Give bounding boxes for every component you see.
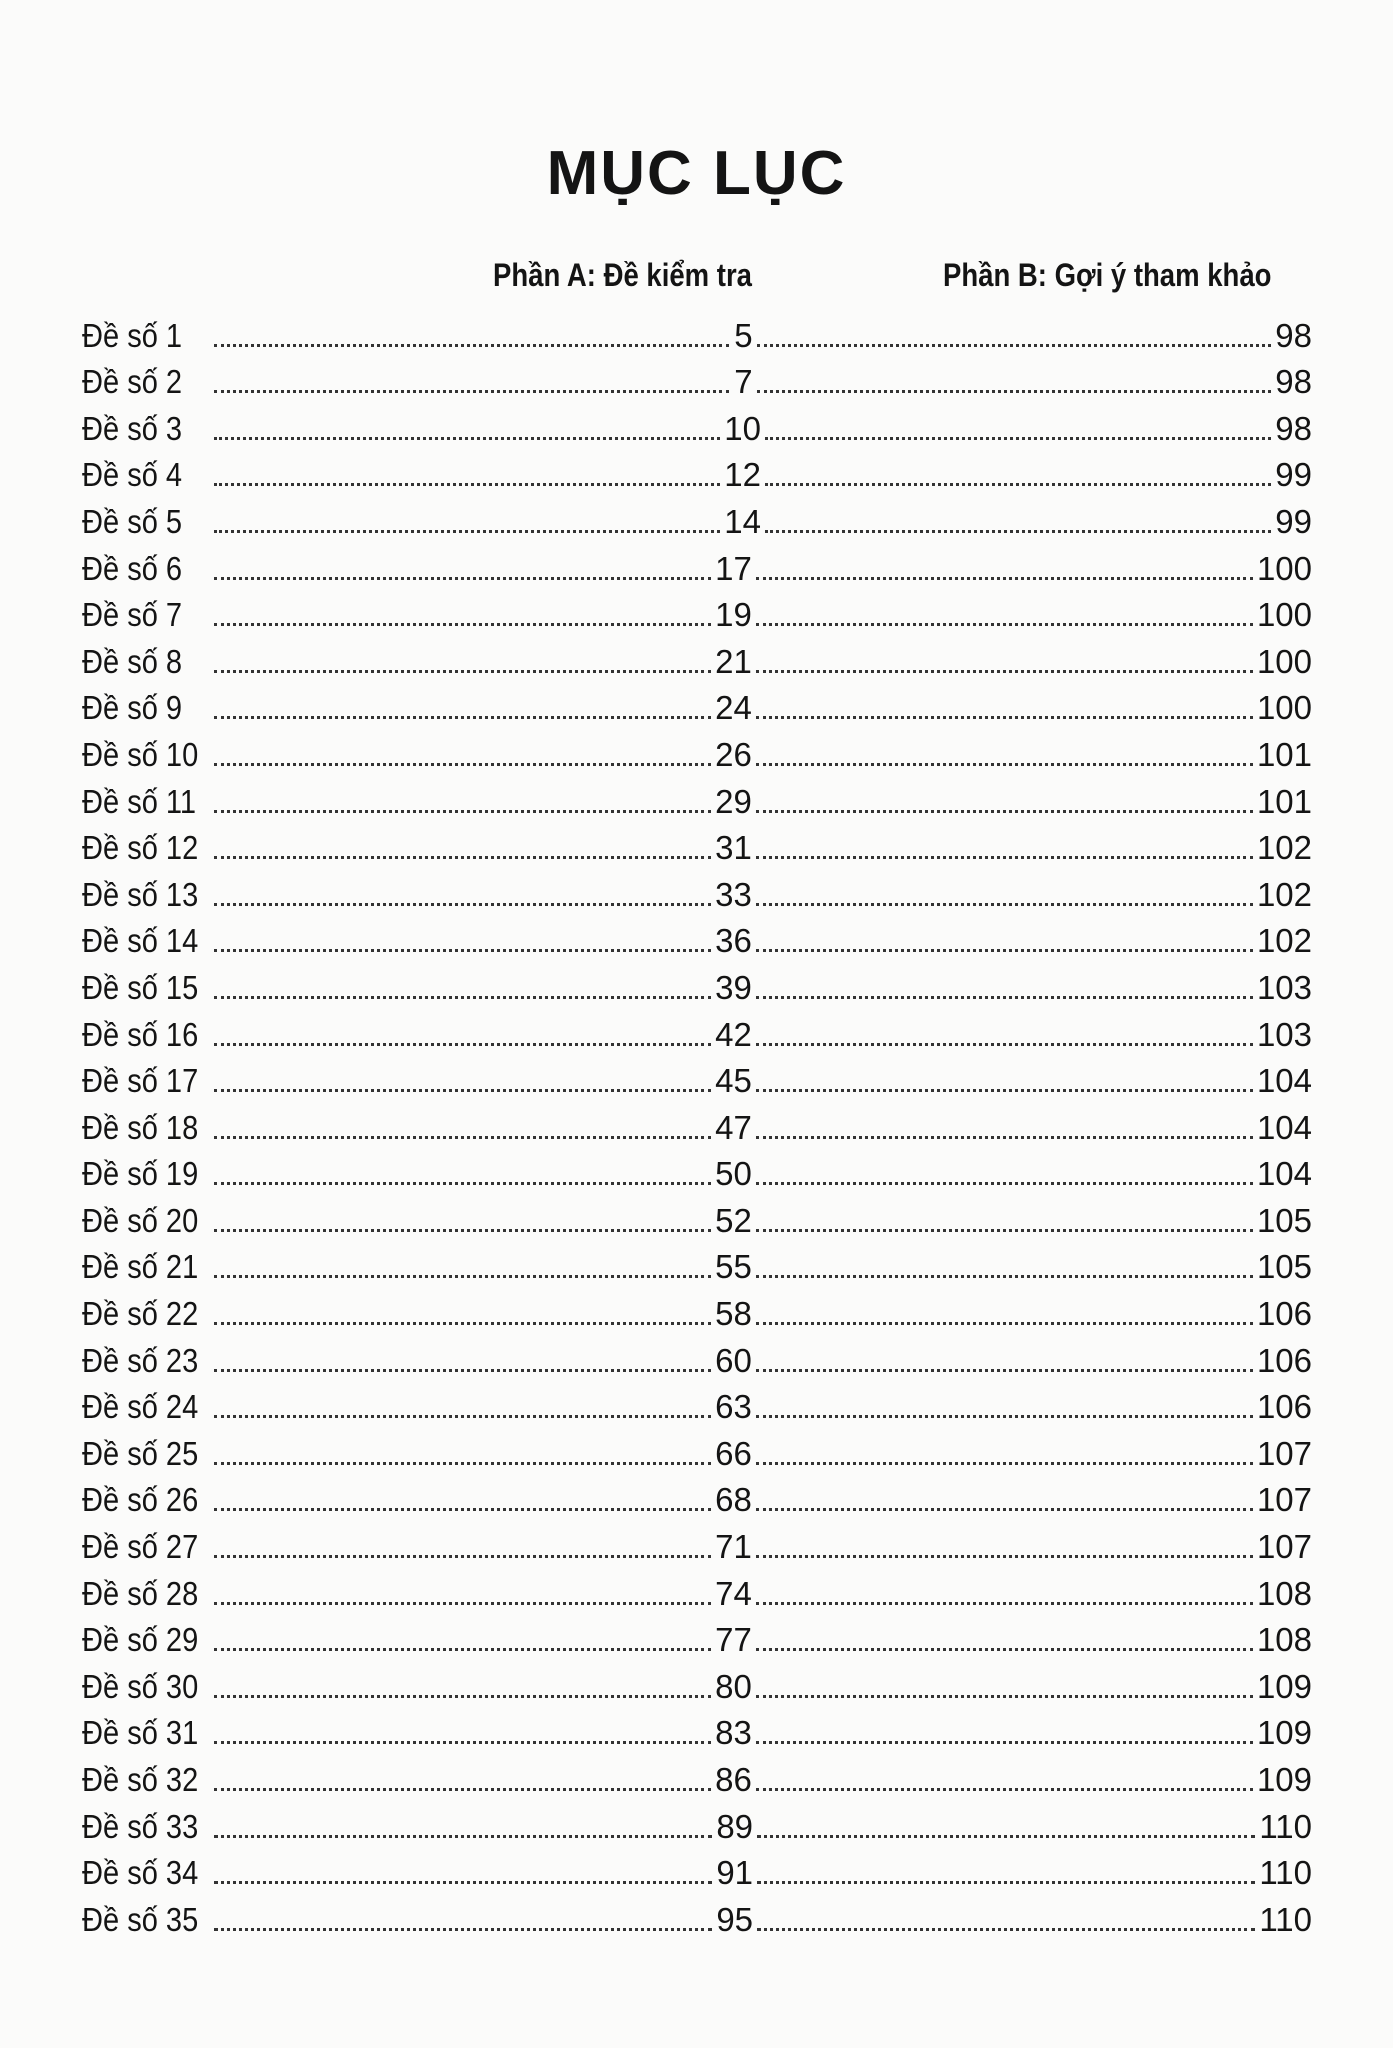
toc-entry: [82, 1843, 1312, 1890]
page-a-number: 74: [715, 1574, 752, 1612]
dot-leader: [756, 1321, 1253, 1325]
dot-leader: [214, 1368, 711, 1372]
entry-label: Đề số 15: [82, 968, 199, 1006]
page-b-number: 104: [1256, 1062, 1312, 1100]
dot-leader: [214, 1088, 711, 1092]
toc-entry: [82, 1423, 1312, 1470]
entry-label: Đề số 30: [82, 1667, 199, 1705]
page-b-number: 104: [1256, 1108, 1312, 1146]
page-a-number: 7: [734, 363, 753, 401]
toc-entry: [82, 1703, 1312, 1750]
dot-leader: [214, 855, 711, 859]
page-a-number: 68: [715, 1481, 752, 1519]
dot-leader: [214, 1787, 711, 1791]
dot-leader: [214, 1461, 711, 1465]
dot-leader: [214, 389, 729, 393]
dot-leader: [214, 576, 711, 580]
dot-leader: [756, 1694, 1253, 1698]
dot-leader: [214, 1554, 711, 1558]
page-b-number: 101: [1256, 735, 1312, 773]
page-a-number: 77: [715, 1621, 752, 1659]
page-b-number: 101: [1256, 782, 1312, 820]
toc-entry: [82, 771, 1312, 818]
page-b-number: 110: [1259, 1807, 1312, 1845]
entry-label: Đề số 12: [82, 829, 199, 867]
dot-leader: [756, 1787, 1253, 1791]
dot-leader: [214, 622, 711, 626]
dot-leader: [756, 715, 1253, 719]
entry-label: Đề số 26: [82, 1481, 199, 1519]
page-a-number: 86: [715, 1761, 752, 1798]
dot-leader: [756, 669, 1253, 673]
entry-label: Đề số 11: [82, 782, 197, 820]
page-b-number: 100: [1256, 642, 1312, 680]
toc-entry: [82, 1190, 1312, 1237]
page-a-number: 14: [724, 502, 761, 540]
table-of-contents: [82, 305, 1312, 1936]
entry-label: Đề số 28: [82, 1574, 199, 1612]
page-b-number: 105: [1256, 1248, 1312, 1286]
dot-leader: [214, 529, 720, 533]
page-title: MỤC LỤC: [546, 139, 847, 208]
page-a-number: 95: [716, 1900, 754, 1938]
page-b-number: 107: [1256, 1528, 1312, 1566]
entry-label: Đề số 19: [82, 1155, 199, 1193]
entry-label: Đề số 18: [82, 1108, 199, 1146]
dot-leader: [214, 1321, 711, 1325]
entry-label: Đề số 27: [82, 1528, 199, 1566]
toc-entry: [82, 1516, 1312, 1566]
dot-leader: [214, 436, 720, 440]
page-a-number: 60: [715, 1341, 752, 1379]
toc-entry: [82, 445, 1312, 492]
dot-leader: [756, 1135, 1253, 1139]
toc-entry: [82, 1144, 1312, 1191]
dot-leader: [756, 1088, 1253, 1092]
entry-label: Đề số 8: [82, 642, 183, 680]
page-a-number: 80: [715, 1667, 752, 1705]
page-a-number: 21: [715, 642, 752, 680]
page-a-number: 26: [715, 735, 752, 773]
dot-leader: [214, 482, 720, 486]
toc-entry: [82, 538, 1312, 585]
dot-leader: [757, 343, 1272, 347]
dot-leader: [756, 1461, 1253, 1465]
dot-leader: [756, 902, 1253, 906]
entry-label: Đề số 2: [82, 363, 183, 401]
toc-entry: [82, 1796, 1312, 1843]
dot-leader: [756, 622, 1253, 626]
page-b-number: 102: [1256, 875, 1312, 913]
toc-entry: [82, 957, 1312, 1004]
dot-leader: [756, 576, 1253, 580]
dot-leader: [756, 1601, 1253, 1605]
page-b-number: 104: [1256, 1155, 1312, 1193]
toc-entry: [82, 631, 1312, 678]
toc-entry: [82, 864, 1312, 911]
page-b-number: 98: [1275, 409, 1312, 447]
page-b-number: 100: [1256, 596, 1312, 634]
toc-entry: [82, 1237, 1312, 1284]
dot-leader: [214, 762, 711, 766]
entry-label: Đề số 5: [82, 502, 183, 540]
toc-entry: [82, 305, 1312, 352]
page-b-number: 107: [1256, 1481, 1312, 1519]
entry-label: Đề số 16: [82, 1015, 199, 1053]
entry-label: Đề số 31: [82, 1714, 199, 1752]
entry-label: Đề số 35: [82, 1900, 199, 1938]
dot-leader: [756, 1554, 1253, 1558]
dot-leader: [757, 1927, 1255, 1931]
page-b-number: 110: [1259, 1854, 1312, 1892]
page-a-number: 71: [715, 1528, 752, 1566]
column-a-header: Phần A: Đề kiểm tra: [493, 257, 752, 293]
toc-entry: [82, 398, 1312, 445]
dot-leader: [214, 1834, 712, 1838]
dot-leader: [765, 436, 1271, 440]
dot-leader: [756, 1740, 1253, 1744]
page-a-number: 33: [715, 875, 752, 913]
dot-leader: [765, 529, 1271, 533]
dot-leader: [756, 948, 1253, 952]
dot-leader: [214, 715, 711, 719]
page-a-number: 47: [715, 1108, 752, 1146]
page-b-number: 106: [1256, 1295, 1312, 1333]
page-b-number: 106: [1256, 1388, 1312, 1426]
toc-entry: [82, 678, 1312, 725]
entry-label: Đề số 4: [82, 456, 183, 494]
page-b-number: 109: [1256, 1667, 1312, 1705]
toc-entry: [82, 1051, 1312, 1098]
dot-leader: [756, 1414, 1253, 1418]
page-a-number: 12: [724, 456, 761, 494]
dot-leader: [214, 1740, 711, 1744]
dot-leader: [214, 1274, 711, 1278]
dot-leader: [214, 1414, 711, 1418]
toc-entry: [82, 724, 1312, 771]
entry-label: Đề số 17: [82, 1062, 199, 1100]
page-b-number: 109: [1256, 1761, 1312, 1798]
page-b-number: 103: [1256, 968, 1312, 1006]
toc-entry: [82, 585, 1312, 632]
dot-leader: [214, 1647, 711, 1651]
dot-leader: [214, 1601, 711, 1605]
dot-leader: [756, 809, 1253, 813]
page-b-number: 100: [1256, 549, 1312, 587]
entry-label: Đề số 14: [82, 922, 199, 960]
dot-leader: [214, 809, 711, 813]
dot-leader: [756, 1181, 1253, 1185]
dot-leader: [756, 1647, 1253, 1651]
page-a-number: 36: [715, 922, 752, 960]
page-b-number: 102: [1256, 922, 1312, 960]
dot-leader: [214, 1927, 712, 1931]
page-b-number: 107: [1256, 1434, 1312, 1472]
page-a-number: 17: [715, 549, 752, 587]
page-a-number: 63: [715, 1388, 752, 1426]
dot-leader: [757, 1834, 1255, 1838]
toc-entry: [82, 1889, 1312, 1936]
page-b-number: 98: [1275, 316, 1312, 354]
page-a-number: 55: [715, 1248, 752, 1286]
page-a-number: 89: [716, 1807, 754, 1845]
entry-label: Đề số 7: [82, 596, 183, 634]
dot-leader: [756, 1368, 1253, 1372]
page-b-number: 100: [1256, 689, 1312, 727]
entry-label: Đề số 32: [82, 1761, 199, 1798]
toc-entry: [82, 1377, 1312, 1424]
page-b-number: 99: [1275, 502, 1312, 540]
toc-entry: [82, 1656, 1312, 1703]
toc-entry: [82, 1097, 1312, 1144]
entry-label: Đề số 13: [82, 875, 199, 913]
page-b-number: 103: [1256, 1015, 1312, 1053]
toc-entry: [82, 352, 1312, 399]
dot-leader: [757, 1880, 1255, 1884]
page-b-number: 110: [1259, 1900, 1312, 1938]
page-b-number: 108: [1256, 1574, 1312, 1612]
toc-entry: [82, 1563, 1312, 1610]
dot-leader: [756, 1042, 1253, 1046]
dot-leader: [214, 1042, 711, 1046]
page-a-number: 31: [715, 829, 752, 867]
page-a-number: 10: [724, 409, 761, 447]
toc-entry: [82, 818, 1312, 865]
dot-leader: [214, 948, 711, 952]
page-a-number: 83: [715, 1714, 752, 1752]
dot-leader: [756, 1274, 1253, 1278]
dot-leader: [214, 1694, 711, 1698]
toc-entry: [82, 1004, 1312, 1051]
dot-leader: [214, 1181, 711, 1185]
page-a-number: 45: [715, 1062, 752, 1100]
toc-entry: [82, 1470, 1312, 1517]
page-a-number: 52: [715, 1201, 752, 1239]
entry-label: Đề số 1: [82, 316, 183, 354]
entry-label: Đề số 3: [82, 409, 183, 447]
dot-leader: [214, 1135, 711, 1139]
column-b-header: Phần B: Gợi ý tham khảo: [943, 257, 1272, 293]
entry-label: Đề số 6: [82, 549, 183, 587]
page-a-number: 24: [715, 689, 752, 727]
page-b-number: 106: [1256, 1341, 1312, 1379]
page-a-number: 39: [715, 968, 752, 1006]
page-b-number: 99: [1275, 456, 1312, 494]
toc-entry: [82, 1283, 1312, 1333]
page-a-number: 50: [715, 1155, 752, 1193]
toc-entry: [82, 1610, 1312, 1657]
dot-leader: [214, 343, 729, 347]
dot-leader: [756, 855, 1253, 859]
dot-leader: [756, 1228, 1253, 1232]
page-a-number: 5: [734, 316, 753, 354]
entry-label: Đề số 9: [82, 689, 183, 727]
dot-leader: [757, 389, 1272, 393]
page-b-number: 105: [1256, 1201, 1312, 1239]
toc-entry: [82, 1330, 1312, 1377]
entry-label: Đề số 21: [82, 1248, 199, 1286]
dot-leader: [214, 995, 711, 999]
dot-leader: [756, 995, 1253, 999]
entry-label: Đề số 33: [82, 1807, 199, 1845]
dot-leader: [765, 482, 1271, 486]
page-b-number: 102: [1256, 829, 1312, 867]
page-a-number: 58: [715, 1295, 752, 1333]
dot-leader: [214, 902, 711, 906]
page-b-number: 109: [1256, 1714, 1312, 1752]
entry-label: Đề số 22: [82, 1295, 199, 1333]
entry-label: Đề số 20: [82, 1201, 199, 1239]
dot-leader: [214, 669, 711, 673]
entry-label: Đề số 25: [82, 1434, 199, 1472]
page-b-number: 108: [1256, 1621, 1312, 1659]
dot-leader: [214, 1507, 711, 1511]
entry-label: Đề số 24: [82, 1388, 199, 1426]
entry-label: Đề số 34: [82, 1854, 199, 1892]
dot-leader: [214, 1880, 712, 1884]
page-a-number: 91: [716, 1854, 754, 1892]
entry-label: Đề số 23: [82, 1341, 199, 1379]
page-a-number: 42: [715, 1015, 752, 1053]
toc-entry: [82, 491, 1312, 538]
entry-label: Đề số 29: [82, 1621, 199, 1659]
toc-entry: [82, 911, 1312, 958]
page-a-number: 29: [715, 782, 752, 820]
entry-label: Đề số 10: [82, 735, 199, 773]
toc-entry: [82, 1749, 1312, 1796]
dot-leader: [756, 762, 1253, 766]
page-a-number: 19: [715, 596, 752, 634]
page-b-number: 98: [1275, 363, 1312, 401]
dot-leader: [756, 1507, 1253, 1511]
dot-leader: [214, 1228, 711, 1232]
page-a-number: 66: [715, 1434, 752, 1472]
